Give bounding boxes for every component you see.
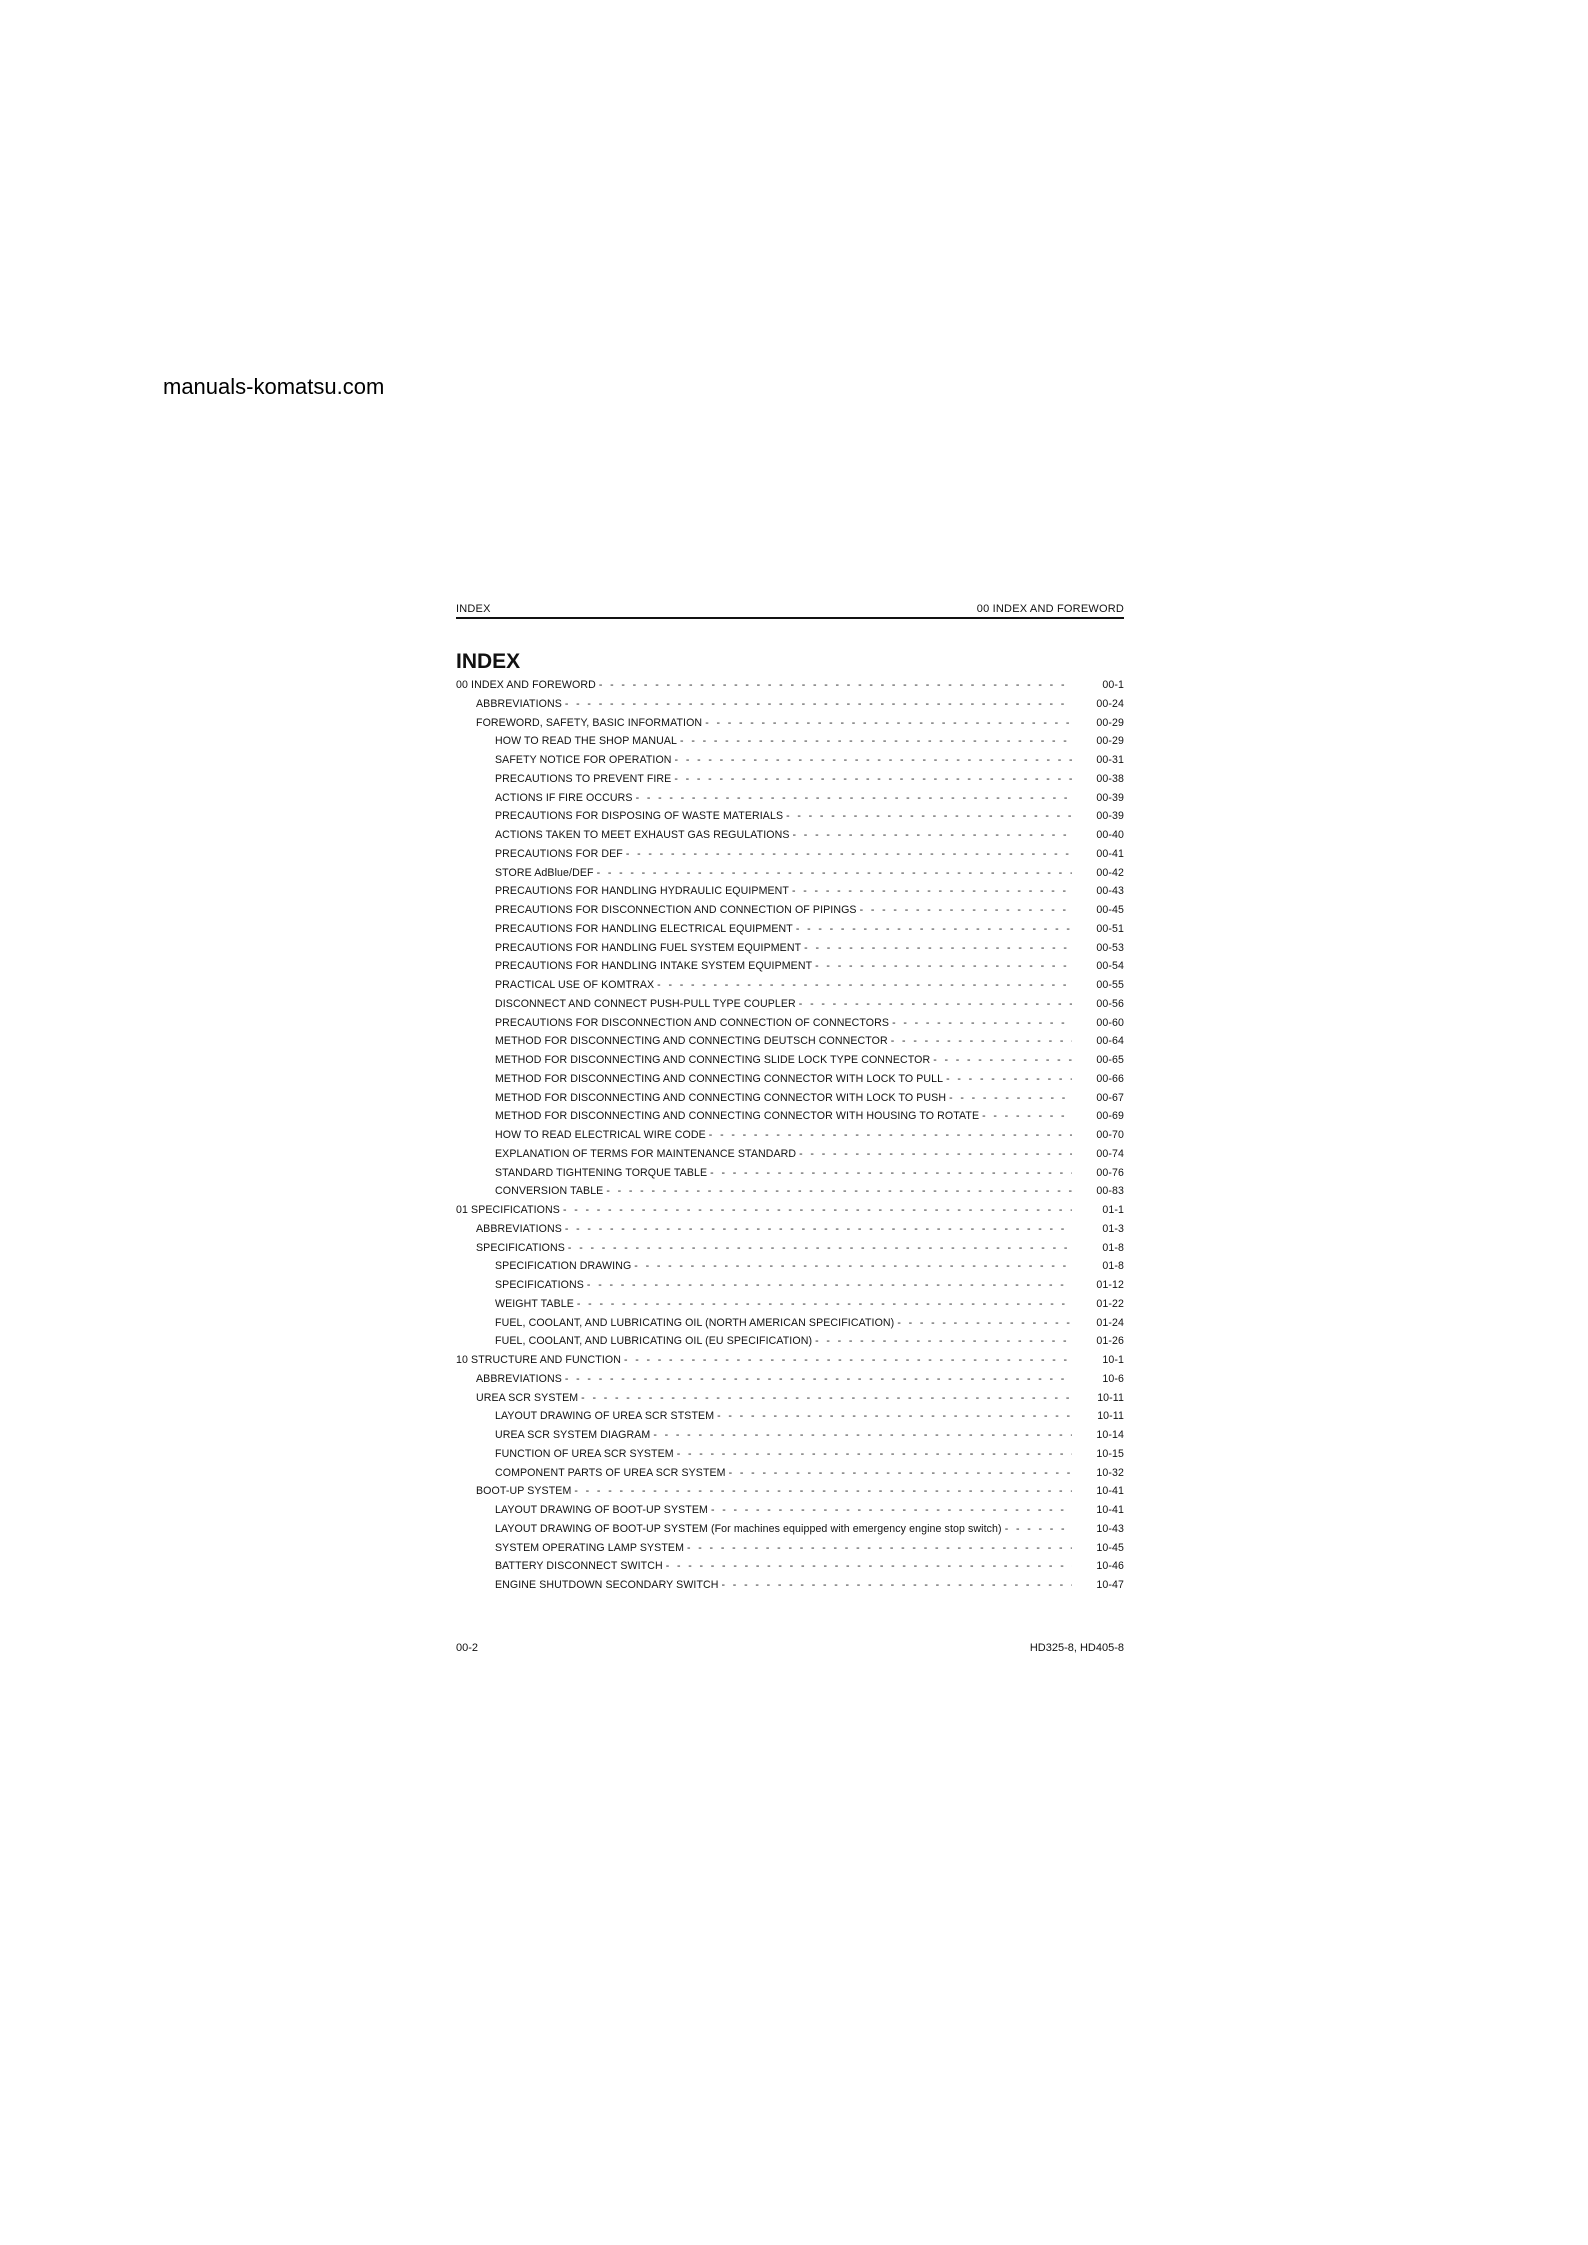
toc-entry-label: PRECAUTIONS FOR HANDLING HYDRAULIC EQUIPMENT — [495, 885, 789, 898]
toc-dot-leader — [606, 1182, 1072, 1201]
toc-entry[interactable] — [456, 770, 1124, 789]
footer-model: HD325-8, HD405-8 — [1029, 1642, 1124, 1654]
toc-entry[interactable] — [456, 695, 1124, 714]
toc-entry-label: COMPONENT PARTS OF UREA SCR SYSTEM — [495, 1466, 726, 1479]
toc-dot-leader — [565, 1220, 1072, 1239]
toc-entry-label: STORE AdBlue/DEF — [495, 866, 594, 879]
toc-entry[interactable] — [456, 1520, 1124, 1539]
toc-entry[interactable] — [456, 1239, 1124, 1258]
toc-entry-label: METHOD FOR DISCONNECTING AND CONNECTING DEUTSCH CONNECTOR — [495, 1035, 888, 1048]
toc-dot-leader — [677, 1445, 1072, 1464]
toc-entry[interactable] — [456, 1389, 1124, 1408]
toc-entry-page: 00-54 — [1096, 960, 1124, 973]
toc-entry-page: 00-42 — [1096, 866, 1124, 879]
toc-entry-label: DISCONNECT AND CONNECT PUSH-PULL TYPE COUPLER — [495, 997, 796, 1010]
toc-entry[interactable] — [456, 995, 1124, 1014]
header-right: 00 INDEX AND FOREWORD — [976, 603, 1124, 615]
toc-entry[interactable] — [456, 882, 1124, 901]
toc-entry[interactable] — [456, 1482, 1124, 1501]
toc-dot-leader — [799, 995, 1072, 1014]
toc-dot-leader — [1005, 1520, 1072, 1539]
toc-entry-label: HOW TO READ THE SHOP MANUAL — [495, 735, 678, 748]
toc-entry-page: 10-6 — [1102, 1372, 1124, 1385]
toc-entry[interactable] — [456, 1089, 1124, 1108]
toc-entry[interactable] — [456, 1407, 1124, 1426]
toc-entry-label: PRECAUTIONS FOR DISPOSING OF WASTE MATERIALS — [495, 810, 784, 823]
toc-entry[interactable] — [456, 807, 1124, 826]
toc-entry-label: STANDARD TIGHTENING TORQUE TABLE — [495, 1166, 708, 1179]
toc-entry[interactable] — [456, 1220, 1124, 1239]
toc-dot-leader — [860, 901, 1072, 920]
toc-entry-label: METHOD FOR DISCONNECTING AND CONNECTING CONNECTOR WITH HOUSING TO ROTATE — [495, 1110, 980, 1123]
toc-dot-leader — [799, 1145, 1072, 1164]
toc-entry-label: FOREWORD, SAFETY, BASIC INFORMATION — [476, 716, 703, 729]
toc-dot-leader — [636, 789, 1072, 808]
toc-dot-leader — [897, 1314, 1072, 1333]
toc-dot-leader — [796, 920, 1072, 939]
toc-entry-page: 10-11 — [1097, 1410, 1124, 1423]
toc-entry-page: 10-43 — [1096, 1522, 1124, 1535]
toc-entry-label: PRECAUTIONS FOR DISCONNECTION AND CONNECTION OF CONNECTORS — [495, 1016, 890, 1029]
toc-dot-leader — [565, 695, 1072, 714]
toc-dot-leader — [597, 864, 1072, 883]
toc-entry[interactable] — [456, 789, 1124, 808]
toc-entry-label: SYSTEM OPERATING LAMP SYSTEM — [495, 1541, 685, 1554]
toc-entry[interactable] — [456, 1464, 1124, 1483]
toc-entry-page: 10-46 — [1096, 1560, 1124, 1573]
toc-entry-page: 01-22 — [1096, 1297, 1124, 1310]
toc-entry[interactable] — [456, 976, 1124, 995]
toc-dot-leader — [705, 714, 1072, 733]
toc-entry-label: 01 SPECIFICATIONS — [456, 1204, 560, 1216]
toc-dot-leader — [653, 1426, 1072, 1445]
toc-entry-label: SAFETY NOTICE FOR OPERATION — [495, 754, 672, 766]
toc-dot-leader — [946, 1070, 1072, 1089]
toc-entry-label: BATTERY DISCONNECT SWITCH — [495, 1560, 663, 1573]
toc-entry[interactable] — [456, 901, 1124, 920]
toc-entry[interactable] — [456, 1276, 1124, 1295]
toc-entry-label: CONVERSION TABLE — [495, 1185, 604, 1198]
toc-entry-label: ABBREVIATIONS — [476, 1372, 562, 1385]
toc-entry[interactable] — [456, 1070, 1124, 1089]
toc-entry[interactable] — [456, 957, 1124, 976]
toc-entry-page: 00-1 — [1102, 679, 1124, 691]
toc-entry-label: FUNCTION OF UREA SCR SYSTEM — [495, 1447, 674, 1460]
toc-entry[interactable] — [456, 1539, 1124, 1558]
toc-dot-leader — [599, 676, 1072, 695]
page-footer — [456, 1642, 1124, 1654]
toc-entry[interactable] — [456, 751, 1124, 770]
toc-entry-label: FUEL, COOLANT, AND LUBRICATING OIL (EU SPECIFICATION) — [495, 1335, 813, 1348]
toc-entry-page: 00-39 — [1096, 791, 1124, 804]
toc-dot-leader — [709, 1126, 1072, 1145]
toc-entry-page: 00-60 — [1096, 1016, 1124, 1029]
toc-entry[interactable] — [456, 1295, 1124, 1314]
toc-entry-page: 00-66 — [1096, 1072, 1124, 1085]
toc-dot-leader — [674, 770, 1072, 789]
toc-dot-leader — [933, 1051, 1072, 1070]
toc-entry[interactable] — [456, 1126, 1124, 1145]
toc-entry[interactable] — [456, 676, 1124, 695]
toc-entry-page: 10-1 — [1102, 1354, 1124, 1366]
toc-entry-page: 00-65 — [1096, 1054, 1124, 1066]
toc-dot-leader — [982, 1107, 1072, 1126]
toc-dot-leader — [626, 845, 1072, 864]
header-left: INDEX — [456, 603, 491, 615]
toc-dot-leader — [680, 732, 1072, 751]
toc-dot-leader — [634, 1257, 1072, 1276]
toc-entry-label: PRECAUTIONS FOR HANDLING FUEL SYSTEM EQUIPMENT — [495, 941, 802, 954]
toc-entry-label: 00 INDEX AND FOREWORD — [456, 679, 596, 691]
toc-dot-leader — [815, 957, 1072, 976]
toc-entry-label: METHOD FOR DISCONNECTING AND CONNECTING CONNECTOR WITH LOCK TO PULL — [495, 1072, 944, 1085]
toc-dot-leader — [729, 1464, 1072, 1483]
toc-entry[interactable] — [456, 864, 1124, 883]
toc-entry-page: 10-45 — [1096, 1541, 1124, 1554]
toc-entry[interactable] — [456, 1032, 1124, 1051]
toc-entry-page: 00-53 — [1096, 941, 1124, 954]
toc-dot-leader — [675, 751, 1072, 770]
toc-entry-page: 00-29 — [1096, 735, 1124, 748]
toc-entry-label: ACTIONS IF FIRE OCCURS — [495, 791, 633, 804]
toc-dot-leader — [793, 826, 1072, 845]
toc-entry-page: 00-29 — [1096, 716, 1124, 729]
toc-entry-page: 00-40 — [1096, 829, 1124, 841]
toc-entry[interactable] — [456, 1501, 1124, 1520]
toc-entry-label: ABBREVIATIONS — [476, 697, 562, 710]
toc-entry-page: 00-41 — [1096, 847, 1124, 860]
toc-entry-page: 00-76 — [1096, 1166, 1124, 1179]
toc-entry-label: METHOD FOR DISCONNECTING AND CONNECTING SLIDE LOCK TYPE CONNECTOR — [495, 1054, 931, 1066]
toc-dot-leader — [792, 882, 1072, 901]
toc-dot-leader — [577, 1295, 1072, 1314]
toc-entry-page: 00-31 — [1096, 754, 1124, 766]
toc-dot-leader — [581, 1389, 1072, 1408]
toc-entry[interactable] — [456, 1426, 1124, 1445]
toc-entry[interactable] — [456, 1257, 1124, 1276]
toc-dot-leader — [565, 1370, 1072, 1389]
toc-entry[interactable] — [456, 826, 1124, 845]
toc-entry-label: METHOD FOR DISCONNECTING AND CONNECTING CONNECTOR WITH LOCK TO PUSH — [495, 1091, 947, 1104]
toc-entry-label: SPECIFICATIONS — [495, 1279, 584, 1291]
table-of-contents — [456, 676, 1124, 1595]
toc-entry[interactable] — [456, 1107, 1124, 1126]
toc-entry-label: SPECIFICATION DRAWING — [495, 1260, 632, 1273]
toc-entry[interactable] — [456, 920, 1124, 939]
toc-entry[interactable] — [456, 1014, 1124, 1033]
toc-entry-label: PRECAUTIONS FOR HANDLING ELECTRICAL EQUIPMENT — [495, 922, 793, 935]
toc-entry-label: SPECIFICATIONS — [476, 1241, 565, 1254]
toc-entry-label: LAYOUT DRAWING OF BOOT-UP SYSTEM — [495, 1504, 708, 1516]
toc-entry[interactable] — [456, 1051, 1124, 1070]
toc-entry[interactable] — [456, 1332, 1124, 1351]
toc-entry-label: PRECAUTIONS FOR DEF — [495, 847, 623, 860]
toc-entry-page: 10-41 — [1096, 1504, 1124, 1516]
toc-dot-leader — [949, 1089, 1072, 1108]
toc-entry-page: 01-12 — [1096, 1279, 1124, 1291]
toc-entry-page: 00-56 — [1096, 997, 1124, 1010]
toc-entry[interactable] — [456, 1557, 1124, 1576]
toc-entry-label: LAYOUT DRAWING OF UREA SCR STSTEM — [495, 1410, 715, 1423]
toc-entry[interactable] — [456, 714, 1124, 733]
toc-entry-page: 01-24 — [1096, 1316, 1124, 1329]
toc-entry-page: 10-11 — [1097, 1391, 1124, 1404]
toc-entry-page: 10-32 — [1096, 1466, 1124, 1479]
toc-entry-page: 01-1 — [1102, 1204, 1124, 1216]
toc-entry-label: PRECAUTIONS TO PREVENT FIRE — [495, 772, 672, 785]
toc-entry-page: 00-45 — [1096, 904, 1124, 916]
toc-entry-label: BOOT-UP SYSTEM — [476, 1485, 572, 1498]
toc-entry-label: WEIGHT TABLE — [495, 1297, 574, 1310]
toc-dot-leader — [717, 1407, 1072, 1426]
toc-dot-leader — [568, 1239, 1072, 1258]
toc-entry-page: 00-38 — [1096, 772, 1124, 785]
toc-entry-label: LAYOUT DRAWING OF BOOT-UP SYSTEM (For machines equipped with emergency engine stop switch) — [495, 1522, 1002, 1535]
toc-entry-page: 00-24 — [1096, 697, 1124, 710]
toc-entry-page: 00-67 — [1096, 1091, 1124, 1104]
toc-entry-page: 00-64 — [1096, 1035, 1124, 1048]
toc-dot-leader — [711, 1501, 1072, 1520]
toc-entry[interactable] — [456, 1164, 1124, 1183]
toc-entry-page: 01-8 — [1102, 1241, 1124, 1254]
toc-entry[interactable] — [456, 732, 1124, 751]
toc-dot-leader — [892, 1014, 1072, 1033]
page-header — [456, 600, 1124, 619]
toc-entry[interactable] — [456, 1314, 1124, 1333]
toc-dot-leader — [666, 1557, 1072, 1576]
toc-entry-page: 10-47 — [1096, 1579, 1124, 1591]
toc-entry-page: 10-15 — [1096, 1447, 1124, 1460]
toc-entry[interactable] — [456, 1145, 1124, 1164]
toc-entry-page: 00-55 — [1096, 979, 1124, 991]
toc-entry-label: ACTIONS TAKEN TO MEET EXHAUST GAS REGULATIONS — [495, 829, 790, 841]
toc-dot-leader — [815, 1332, 1072, 1351]
toc-entry-label: PRECAUTIONS FOR DISCONNECTION AND CONNECTION OF PIPINGS — [495, 904, 857, 916]
footer-page-number: 00-2 — [456, 1642, 479, 1654]
toc-entry-page: 00-74 — [1096, 1147, 1124, 1160]
toc-entry-page: 00-51 — [1096, 922, 1124, 935]
toc-entry[interactable] — [456, 1201, 1124, 1220]
toc-entry[interactable] — [456, 1351, 1124, 1370]
toc-entry[interactable] — [456, 845, 1124, 864]
toc-entry[interactable] — [456, 1576, 1124, 1595]
toc-entry-page: 01-8 — [1102, 1260, 1124, 1273]
toc-dot-leader — [710, 1164, 1072, 1183]
page-title: INDEX — [456, 650, 521, 673]
toc-entry-label: PRACTICAL USE OF KOMTRAX — [495, 979, 655, 991]
toc-entry-page: 01-26 — [1096, 1335, 1124, 1348]
toc-entry-page: 10-41 — [1096, 1485, 1124, 1498]
toc-dot-leader — [624, 1351, 1072, 1370]
toc-entry-page: 00-43 — [1096, 885, 1124, 898]
toc-dot-leader — [722, 1576, 1072, 1595]
toc-dot-leader — [574, 1482, 1072, 1501]
watermark-text: manuals-komatsu.com — [163, 374, 385, 399]
toc-entry-label: UREA SCR SYSTEM — [476, 1391, 579, 1404]
toc-dot-leader — [687, 1539, 1072, 1558]
toc-entry-label: ABBREVIATIONS — [476, 1222, 562, 1235]
toc-entry[interactable] — [456, 1445, 1124, 1464]
toc-entry[interactable] — [456, 1182, 1124, 1201]
toc-entry-label: EXPLANATION OF TERMS FOR MAINTENANCE STANDARD — [495, 1147, 797, 1160]
toc-dot-leader — [804, 939, 1072, 958]
toc-dot-leader — [657, 976, 1072, 995]
toc-entry-label: FUEL, COOLANT, AND LUBRICATING OIL (NORTH AMERICAN SPECIFICATION) — [495, 1316, 895, 1329]
toc-entry-page: 00-83 — [1096, 1185, 1124, 1198]
toc-dot-leader — [891, 1032, 1072, 1051]
toc-entry-label: PRECAUTIONS FOR HANDLING INTAKE SYSTEM EQUIPMENT — [495, 960, 813, 973]
document-page — [456, 600, 1124, 1654]
toc-dot-leader — [786, 807, 1072, 826]
toc-entry-page: 00-69 — [1096, 1110, 1124, 1123]
toc-entry-label: 10 STRUCTURE AND FUNCTION — [456, 1354, 621, 1366]
toc-entry[interactable] — [456, 939, 1124, 958]
toc-entry-label: ENGINE SHUTDOWN SECONDARY SWITCH — [495, 1579, 719, 1591]
toc-entry-label: UREA SCR SYSTEM DIAGRAM — [495, 1429, 651, 1441]
toc-entry-page: 00-70 — [1096, 1129, 1124, 1141]
toc-entry[interactable] — [456, 1370, 1124, 1389]
toc-dot-leader — [563, 1201, 1072, 1220]
toc-dot-leader — [587, 1276, 1072, 1295]
toc-entry-label: HOW TO READ ELECTRICAL WIRE CODE — [495, 1129, 706, 1141]
toc-entry-page: 01-3 — [1102, 1222, 1124, 1235]
toc-entry-page: 10-14 — [1096, 1429, 1124, 1441]
toc-entry-page: 00-39 — [1096, 810, 1124, 823]
